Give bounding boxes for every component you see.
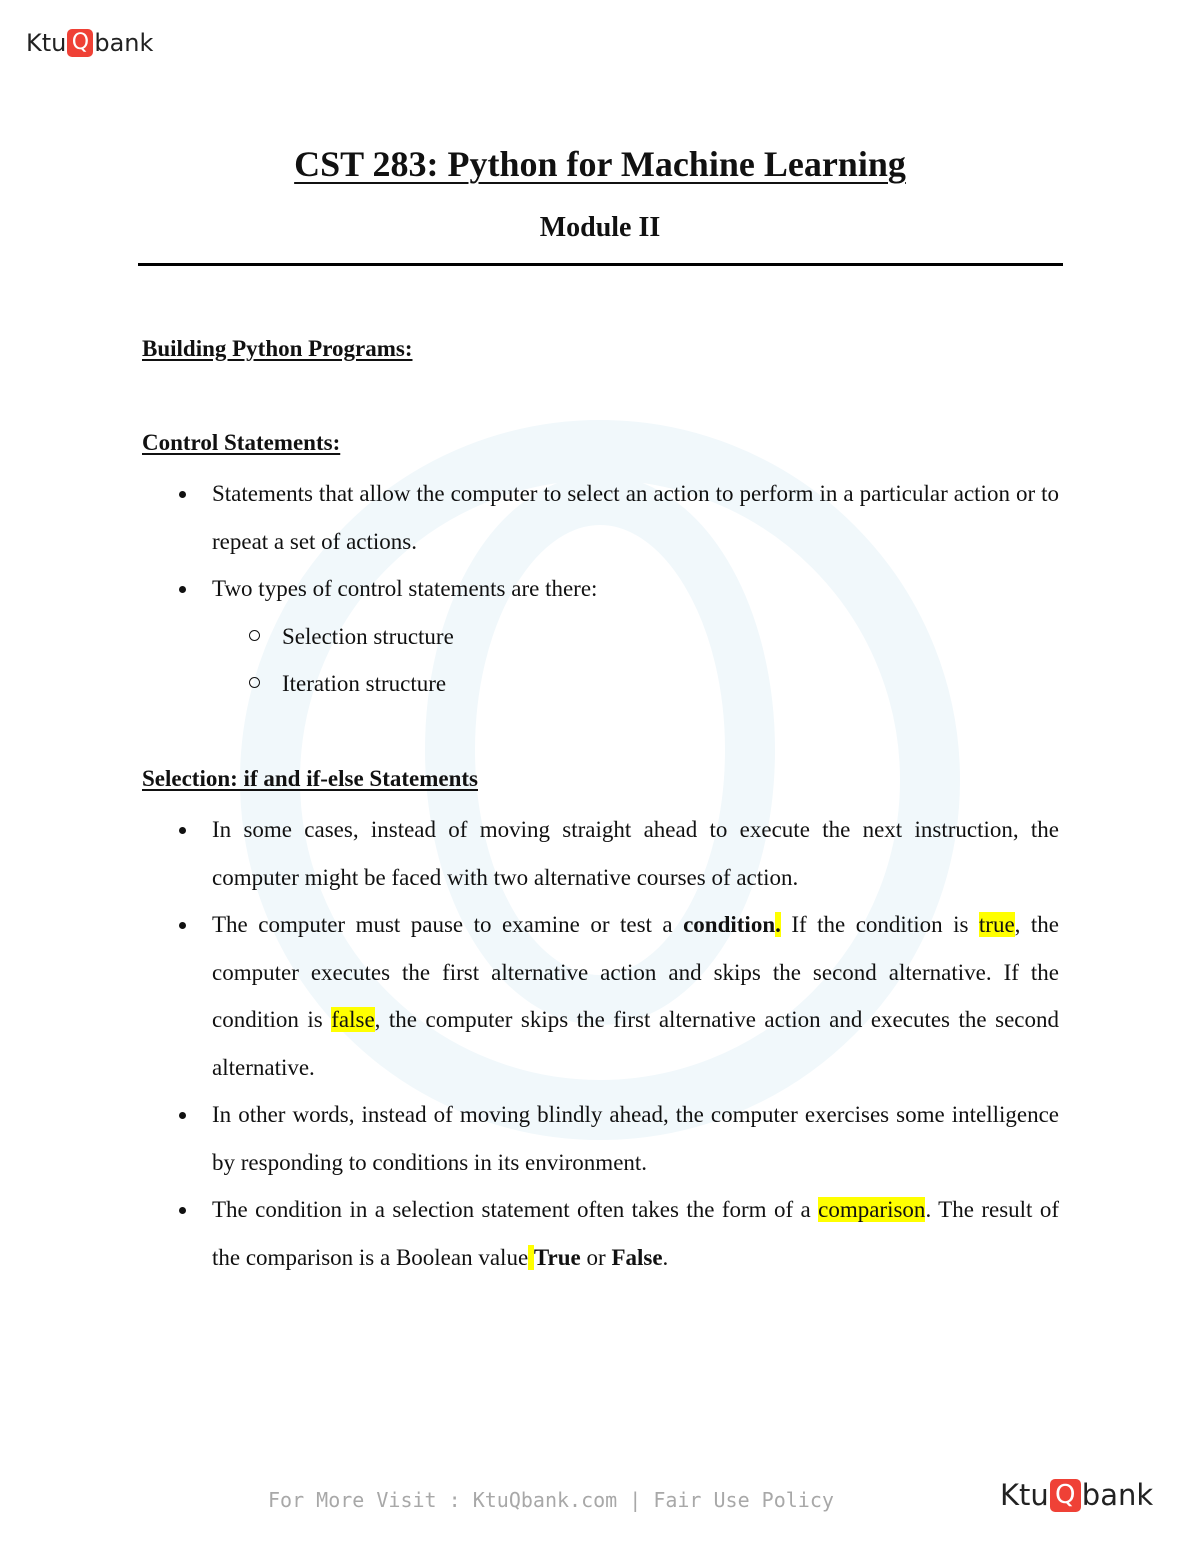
selection-list	[142, 806, 1059, 1281]
brand-q-icon: Q	[67, 29, 93, 57]
text-run: .	[662, 1244, 669, 1270]
text-run: The condition in a selection statement often takes the form of a	[212, 1197, 819, 1222]
sub-list-item: Selection structure	[212, 613, 1059, 661]
list-item	[142, 1091, 1059, 1186]
brand-suffix: bank	[94, 29, 154, 57]
module-heading: Module II	[539, 212, 661, 243]
brand-q-icon: Q	[1050, 1479, 1081, 1512]
list-item	[142, 565, 1059, 708]
bullet-text: Two types of control statements are there:	[212, 576, 598, 601]
brand-prefix: Ktu	[26, 29, 67, 57]
text-run: or	[580, 1244, 612, 1270]
brand-logo-top	[26, 28, 153, 58]
section-heading-building-programs: Building Python Programs:	[142, 336, 413, 361]
bullet-text: Statements that allow the computer to select an action to perform in a particular action or to repeat a set of actions.	[212, 481, 1059, 554]
section-heading-control-statements: Control Statements:	[142, 430, 341, 455]
title-divider	[138, 263, 1063, 266]
highlight-false: false	[331, 1007, 375, 1032]
highlight-period: .	[775, 912, 781, 937]
highlight-comparison: comparison	[818, 1197, 926, 1222]
document-title: CST 283: Python for Machine Learning	[294, 144, 906, 184]
brand-logo-bottom	[1000, 1478, 1153, 1512]
list-item	[142, 806, 1059, 901]
highlight-true: true	[978, 912, 1015, 937]
text-run: , the computer skips the first alternative action and executes the second alternative.	[212, 1007, 1059, 1080]
bullet-text: In some cases, instead of moving straight ahead to execute the next instruction, the computer might be faced with two alternative courses of action.	[212, 817, 1059, 890]
sub-list-item: Iteration structure	[212, 660, 1059, 708]
list-item	[142, 901, 1059, 1091]
list-item	[142, 470, 1059, 565]
control-types-sublist	[212, 613, 1059, 708]
text-run: , the computer executes the first alternative action and skips the second alternative. If the condition is	[212, 912, 1059, 1032]
brand-prefix: Ktu	[1000, 1478, 1049, 1512]
text-run: The computer must pause to examine or test a	[212, 912, 684, 937]
text-run: If the condition is	[780, 912, 979, 937]
brand-suffix: bank	[1081, 1478, 1154, 1512]
bold-term-true: True	[533, 1244, 581, 1270]
text-run: . The result of the comparison is a Boolean value	[212, 1197, 1059, 1270]
bullet-text: In other words, instead of moving blindly ahead, the computer exercises some intelligence by responding to conditions in its environment.	[212, 1102, 1059, 1175]
bold-term-false: False	[611, 1244, 663, 1270]
list-item	[142, 1186, 1059, 1281]
section-heading-selection: Selection: if and if-else Statements	[142, 766, 478, 791]
footer-link-text[interactable]: For More Visit : KtuQbank.com | Fair Use Policy	[268, 1488, 834, 1512]
bold-term-condition: condition	[683, 912, 776, 937]
control-statements-list	[142, 470, 1059, 708]
